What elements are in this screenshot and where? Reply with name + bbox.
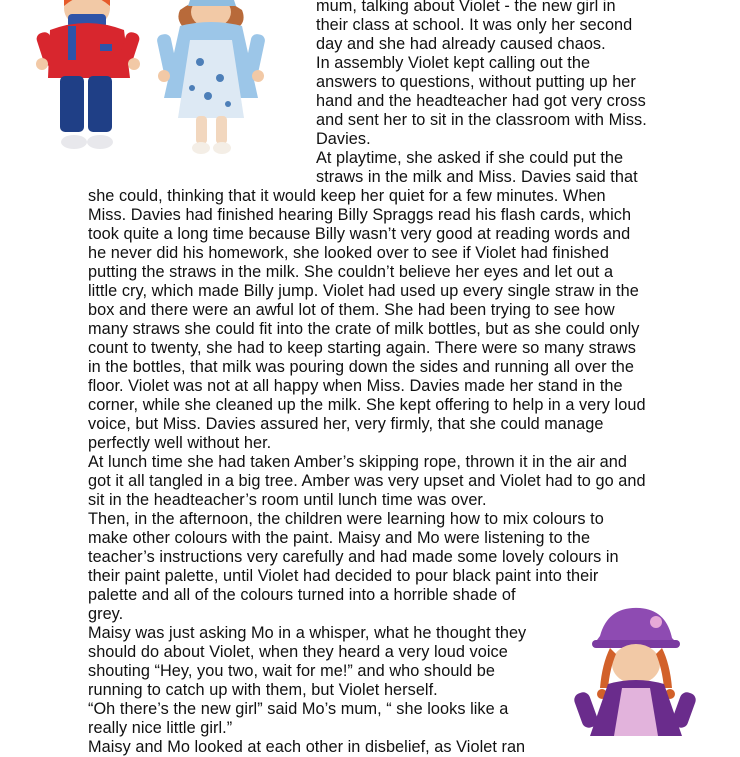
text-line: answers to questions, without putting up her <box>316 73 636 91</box>
text-line: voice, but Miss. Davies assured her, very firmly, that she could manage <box>88 415 604 433</box>
text-line: took quite a long time because Billy wasn’t very good at reading words and <box>88 225 631 243</box>
purple-doll-illustration <box>548 602 708 736</box>
dolls-illustration <box>30 0 310 158</box>
text-line: count to twenty, she had to keep starting again. There were so many straws <box>88 339 636 357</box>
text-line: shouting “Hey, you two, wait for me!” and who should be <box>88 662 495 680</box>
text-line: day and she had already caused chaos. <box>316 35 606 53</box>
text-line: teacher’s instructions very carefully and had made some lovely colours in <box>88 548 619 566</box>
text-line: she could, thinking that it would keep her quiet for a few minutes. When <box>88 187 606 205</box>
text-line: hand and the headteacher had got very cross <box>316 92 646 110</box>
text-line: At lunch time she had taken Amber’s skipping rope, thrown it in the air and <box>88 453 627 471</box>
text-line: make other colours with the paint. Maisy and Mo were listening to the <box>88 529 591 547</box>
text-line: mum, talking about Violet - the new girl in <box>316 0 616 15</box>
text-line: Maisy was just asking Mo in a whisper, what he thought they <box>88 624 527 642</box>
text-line: Then, in the afternoon, the children were learning how to mix colours to <box>88 510 604 528</box>
text-line: floor. Violet was not at all happy when Miss. Davies made her stand in the <box>88 377 623 395</box>
text-line: little cry, which made Billy jump. Violet had used up every single straw in the <box>88 282 639 300</box>
text-line: palette and all of the colours turned into a horrible shade of <box>88 586 516 604</box>
text-line: In assembly Violet kept calling out the <box>316 54 591 72</box>
text-line: many straws she could fit into the crate of milk bottles, but as she could only <box>88 320 640 338</box>
girl-doll <box>156 0 266 154</box>
text-line: their class at school. It was only her second <box>316 16 633 34</box>
text-line: grey. <box>88 605 124 623</box>
text-line: running to catch up with them, but Violet herself. <box>88 681 438 699</box>
text-line: perfectly well without her. <box>88 434 272 452</box>
text-line: Davies. <box>316 130 371 148</box>
text-line: he never did his homework, she looked over to see if Violet had finished <box>88 244 609 262</box>
text-line: box and there were an awful lot of them. She had been trying to see how <box>88 301 615 319</box>
text-line: At playtime, she asked if she could put the <box>316 149 624 167</box>
text-line: their paint palette, until Violet had decided to pour black paint into their <box>88 567 599 585</box>
text-line: got it all tangled in a big tree. Amber was very upset and Violet had to go and <box>88 472 646 490</box>
text-line: in the bottles, that milk was pouring down the sides and running all over the <box>88 358 634 376</box>
boy-doll <box>35 0 141 149</box>
text-line: straws in the milk and Miss. Davies said that <box>316 168 638 186</box>
text-line: sit in the headteacher’s room until lunch time was over. <box>88 491 487 509</box>
text-line: should do about Violet, when they heard a very loud voice <box>88 643 508 661</box>
text-line: and sent her to sit in the classroom with Miss. <box>316 111 647 129</box>
text-line: Miss. Davies had finished hearing Billy Spraggs read his flash cards, which <box>88 206 632 224</box>
text-line: putting the straws in the milk. She couldn’t believe her eyes and let out a <box>88 263 614 281</box>
text-line: Maisy and Mo looked at each other in disbelief, as Violet ran <box>88 738 526 756</box>
text-line: really nice little girl.” <box>88 719 233 737</box>
text-line: corner, while she cleaned up the milk. She kept offering to help in a very loud <box>88 396 646 414</box>
text-line: “Oh there’s the new girl” said Mo’s mum, “ she looks like a <box>88 700 509 718</box>
